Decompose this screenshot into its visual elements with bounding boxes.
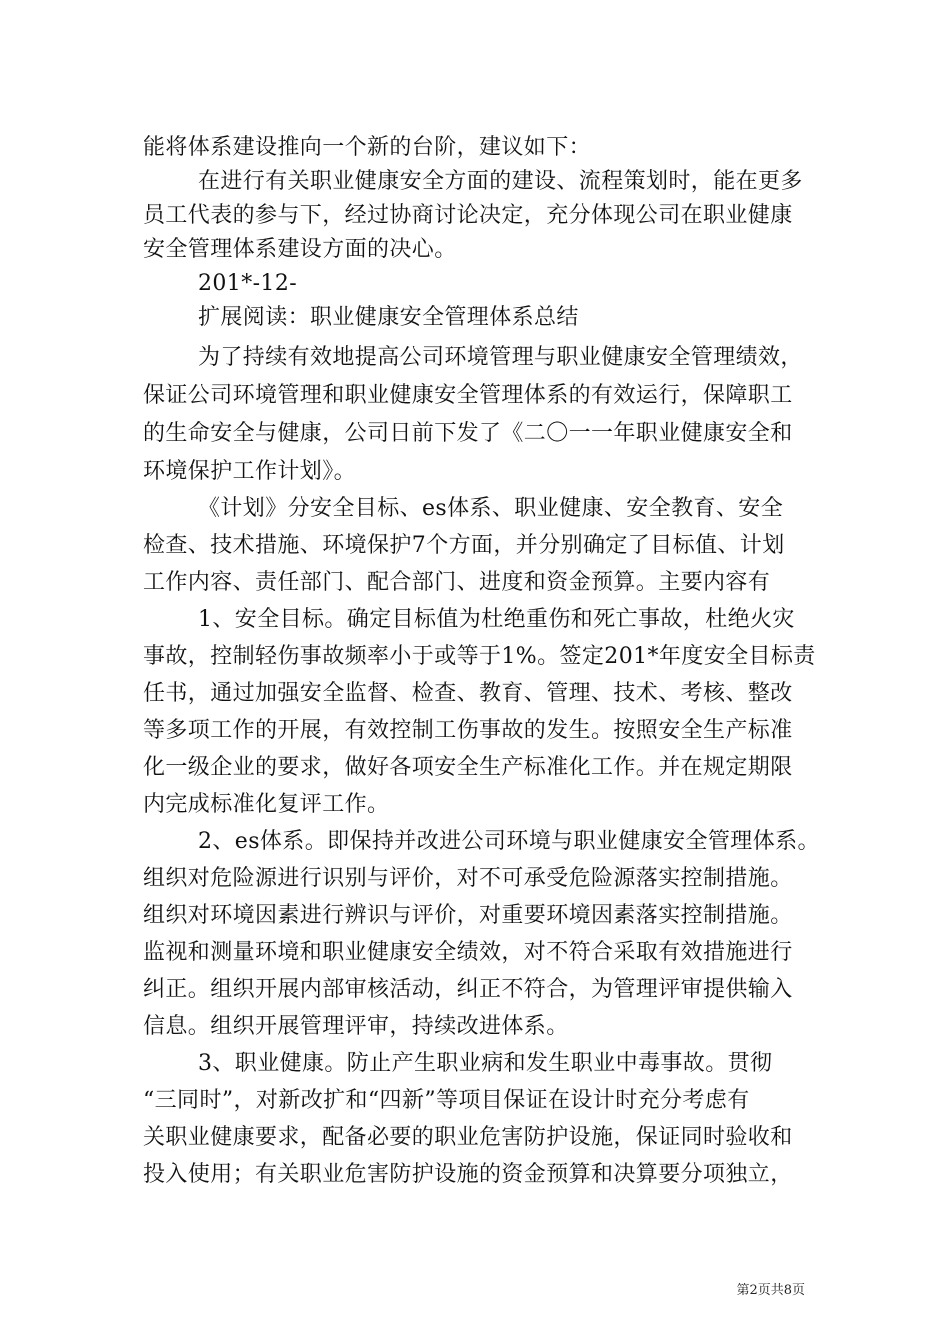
text-line: 2、es体系。即保持并改进公司环境与职业健康安全管理体系。 [198,829,820,854]
text-line: 内完成标准化复评工作。 [143,792,390,817]
text-line: 监视和测量环境和职业健康安全绩效，对不符合采取有效措施进行 [143,940,793,965]
text-line: 1、安全目标。确定目标值为杜绝重伤和死亡事故，杜绝火灾 [198,607,795,632]
text-line: 环境保护工作计划》。 [143,459,357,484]
text-line: 的生命安全与健康，公司日前下发了《二〇一一年职业健康安全和 [143,421,793,446]
text-line: 3、职业健康。防止产生职业病和发生职业中毒事故。贯彻 [198,1051,773,1076]
text-line: 事故，控制轻伤事故频率小于或等于1%。签定201*年度安全目标责 [143,644,816,669]
text-line: 在进行有关职业健康安全方面的建设、流程策划时，能在更多 [198,169,803,194]
text-line: 扩展阅读：职业健康安全管理体系总结 [198,305,579,330]
text-line: 安全管理体系建设方面的决心。 [143,237,457,262]
text-line: “三同时”，对新改扩和“四新”等项目保证在设计时充分考虑有 [143,1088,750,1113]
text-line: 员工代表的参与下，经过协商讨论决定，充分体现公司在职业健康 [143,203,793,228]
text-line: 保证公司环境管理和职业健康安全管理体系的有效运行，保障职工 [143,383,793,408]
text-line: 化一级企业的要求，做好各项安全生产标准化工作。并在规定期限 [143,755,793,780]
text-line: 为了持续有效地提高公司环境管理与职业健康安全管理绩效， [198,345,803,370]
page-number: 第2页共8页 [736,1283,805,1298]
text-line: 检查、技术措施、环境保护7个方面，并分别确定了目标值、计划 [143,533,785,558]
text-line: 任书，通过加强安全监督、检查、教育、管理、技术、考核、整改 [143,681,793,706]
text-line: 201*-12- [198,271,298,296]
text-line: 投入使用；有关职业危害防护设施的资金预算和决算要分项独立， [143,1162,793,1187]
text-line: 纠正。组织开展内部审核活动，纠正不符合，为管理评审提供输入 [143,977,793,1002]
text-line: 组织对环境因素进行辨识与评价，对重要环境因素落实控制措施。 [143,903,793,928]
text-line: 等多项工作的开展，有效控制工伤事故的发生。按照安全生产标准 [143,718,793,743]
text-line: 组织对危险源进行识别与评价，对不可承受危险源落实控制措施。 [143,866,793,891]
text-line: 《计划》分安全目标、es体系、职业健康、安全教育、安全 [198,496,784,521]
text-line: 工作内容、责任部门、配合部门、进度和资金预算。主要内容有 [143,570,771,595]
text-line: 信息。组织开展管理评审，持续改进体系。 [143,1014,569,1039]
text-line: 关职业健康要求，配备必要的职业危害防护设施，保证同时验收和 [143,1125,793,1150]
text-line: 能将体系建设推向一个新的台阶，建议如下： [143,135,592,160]
